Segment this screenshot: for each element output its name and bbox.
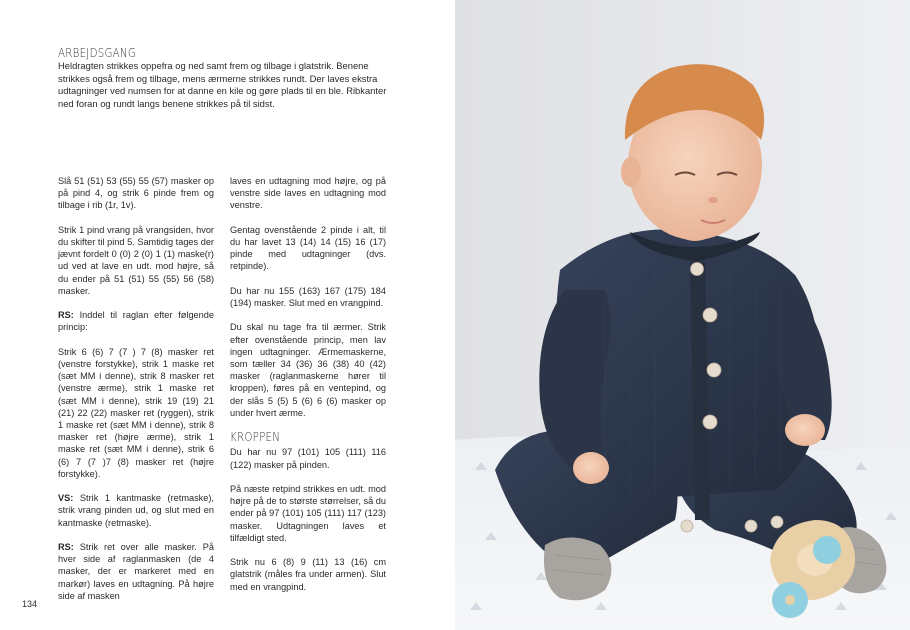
rs-label-2: RS:	[58, 542, 74, 553]
paragraph-stitch-count: Du har nu 155 (163) 167 (175) 184 (194) masker. Slut med en vrangpind.	[230, 285, 386, 308]
ear-left	[621, 157, 641, 187]
vs-text: Strik 1 kantmaske (retmaske), strik vrang pinden ud, og slut med en kantmaske (retmaske).	[58, 493, 214, 528]
section-heading-arbejdsgang: ARBEJDSGANG	[58, 45, 137, 60]
section-heading-kroppen-wrap	[230, 431, 386, 444]
paragraph-increase-cont: laves en udtagning mod højre, og på venstre side laves en udtagning mod venstre.	[230, 176, 386, 211]
section-heading-kroppen: KROPPEN	[230, 429, 281, 445]
paragraph-rs-increase	[58, 541, 214, 602]
button	[681, 520, 693, 532]
paragraph-repeat: Gentag ovenstående 2 pinde i alt, til du har lavet 13 (14) 14 (15) 16 (17) pinde med udtagninger (dvs. retpinde).	[230, 224, 386, 272]
text-column-2	[230, 175, 386, 593]
paragraph-body-stitches: Du har nu 97 (101) 105 (111) 116 (122) masker på pinden.	[230, 447, 386, 470]
rs-label: RS:	[58, 310, 74, 321]
rs-increase-text: Strik ret over alle masker. På hver side af raglanmasken (de 4 masker, der er markeret med en markør) laves en udtagning. På højre side af masken	[58, 542, 214, 601]
intro-paragraph: Heldragten strikkes oppefra og ned samt frem og tilbage i glatstrik. Benene strikkes også frem og tilbage, mens ærmerne strikkes rundt. Der laves ekstra udtagninger ved numsen for at danne en kile og gøre plads til en ble. Ribkanter ned foran og rundt langs benene strikkes på til sidst.	[58, 60, 387, 109]
paragraph-purl-row: Strik 1 pind vrang på vrangsiden, hvor du skifter til pind 5. Samtidig tages der jævnt fordelt 0 (0) 2 (0) 1 (1) maske(r) ud ved at lave en udt. mod højre, så du ender på 51 (51) 55 (55) 56 (58) masker.	[58, 224, 214, 296]
paragraph-stockinette: Strik nu 6 (8) 9 (11) 13 (16) cm glatstrik (måles fra under armen). Slut med en vrangpind.	[230, 557, 386, 592]
paragraph-rs-raglan	[58, 309, 214, 333]
paragraph-cast-on: Slå 51 (51) 53 (55) 55 (57) masker op på pind 4, og strik 6 pinde frem og tilbage i rib (1r, 1v).	[58, 176, 214, 211]
paragraph-next-row: På næste retpind strikkes en udt. mod højre på de to største størrelser, så du ender på 97 (101) 105 (111) 117 (123) masker. Udtagningen laves et tilfældigt sted.	[230, 484, 386, 543]
paragraph-raglan-pattern: Strik 6 (6) 7 (7 ) 7 (8) masker ret (venstre forstykke), strik 1 maske ret (sæt MM i denne), strik 8 masker ret (venstre ærme), strik 1 maske ret (sæt MM i denne), strik 19 (19) 21 (21) 22 (22) masker ret (ryggen), strik 1 maske ret (sæt MM i denne), strik 8 masker ret (højre ærme), strik 1 maske ret (sæt MM i denne), strik 6 (6) 7 (7 )7 (8) masker ret (højre forstykke).	[58, 346, 214, 479]
rs-raglan-text: Inddel til raglan efter følgende princip:	[58, 310, 214, 333]
button	[691, 263, 704, 276]
button	[771, 516, 783, 528]
sock-left	[544, 538, 611, 601]
hand-left	[573, 452, 609, 484]
baby-in-romper-illustration	[455, 0, 910, 630]
button	[745, 520, 757, 532]
button	[703, 415, 717, 429]
paragraph-sleeves: Du skal nu tage fra til ærmer. Strik efter ovenstående princip, men lav ingen udtagninger. Ærmemaskerne, som tæller 34 (36) 36 (38) 40 (42) masker (raglanmaskerne hører til kroppen), føres på en ventepind, og der slås 5 (5) 5 (6) 6 (6) masker op under hvert ærme.	[230, 322, 386, 418]
toy-wheel-back	[813, 536, 841, 564]
button	[707, 363, 721, 377]
toy-hub	[785, 595, 795, 605]
button	[703, 308, 717, 322]
baby-photo	[455, 0, 910, 630]
hand-right	[785, 414, 825, 446]
paragraph-vs	[58, 492, 214, 529]
text-column-1	[58, 175, 214, 602]
page-number: 134	[22, 599, 38, 609]
vs-label: VS:	[58, 493, 74, 504]
nose	[708, 197, 718, 203]
